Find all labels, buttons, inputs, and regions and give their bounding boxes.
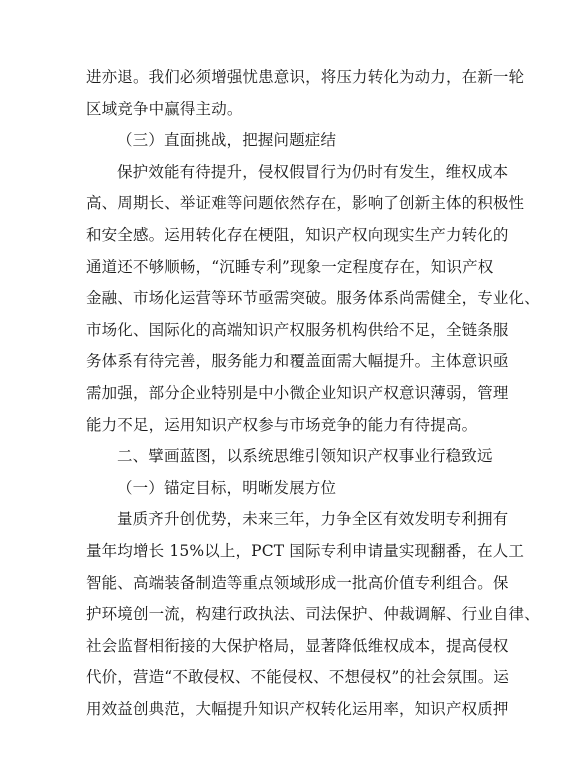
section-heading-3: （三）直面挑战，把握问题症结 (117, 131, 337, 150)
paragraph-line-12: 能力不足，运用知识产权参与市场竞争的能力有待提高。 (86, 415, 478, 434)
paragraph-line-1: 进亦退。我们必须增强忧患意识，将压力转化为动力，在新一轮 (86, 68, 525, 86)
paragraph-line-11: 需加强，部分企业特别是中小微企业知识产权意识薄弱，管理 (86, 383, 509, 402)
paragraph-line-19: 社会监督相衔接的大保护格局，显著降低维权成本，提高侵权 (86, 636, 509, 655)
paragraph-line-4: 保护效能有待提升，侵权假冒行为仍时有发生，维权成本 (117, 162, 509, 181)
subsection-heading-1: （一）锚定目标，明晰发展方位 (117, 478, 337, 497)
paragraph-line-10: 务体系有待完善，服务能力和覆盖面需大幅提升。主体意识亟 (86, 352, 509, 371)
paragraph-line-8: 金融、市场化运营等环节亟需突破。服务体系尚需健全，专业化、 (86, 289, 540, 308)
paragraph-line-20: 代价，营造“不敢侵权、不能侵权、不想侵权”的社会氛围。运 (86, 668, 510, 687)
paragraph-line-9: 市场化、国际化的高端知识产权服务机构供给不足，全链条服 (86, 320, 509, 339)
paragraph-line-2: 区域竞争中赢得主动。 (86, 99, 243, 118)
paragraph-line-6: 和安全感。运用转化存在梗阻，知识产权向现实生产力转化的 (86, 225, 509, 244)
document-body (86, 62, 540, 725)
paragraph-line-7: 通道还不够顺畅，“沉睡专利”现象一定程度存在，知识产权 (86, 257, 494, 276)
paragraph-line-21: 用效益创典范，大幅提升知识产权转化运用率，知识产权质押 (86, 699, 509, 718)
paragraph-line-15: 量质齐升创优势，未来三年，力争全区有效发明专利拥有 (117, 510, 509, 529)
section-heading-2: 二、擘画蓝图，以系统思维引领知识产权事业行稳致远 (117, 447, 493, 466)
paragraph-line-18: 护环境创一流，构建行政执法、司法保护、仲裁调解、行业自律、 (86, 605, 540, 624)
paragraph-line-17: 智能、高端装备制造等重点领域形成一批高价值专利组合。保 (86, 573, 509, 592)
paragraph-line-16: 量年均增长 15%以上，PCT 国际专利申请量实现翻番，在人工 (86, 541, 525, 560)
paragraph-line-5: 高、周期长、举证难等问题依然存在，影响了创新主体的积极性 (86, 194, 525, 213)
